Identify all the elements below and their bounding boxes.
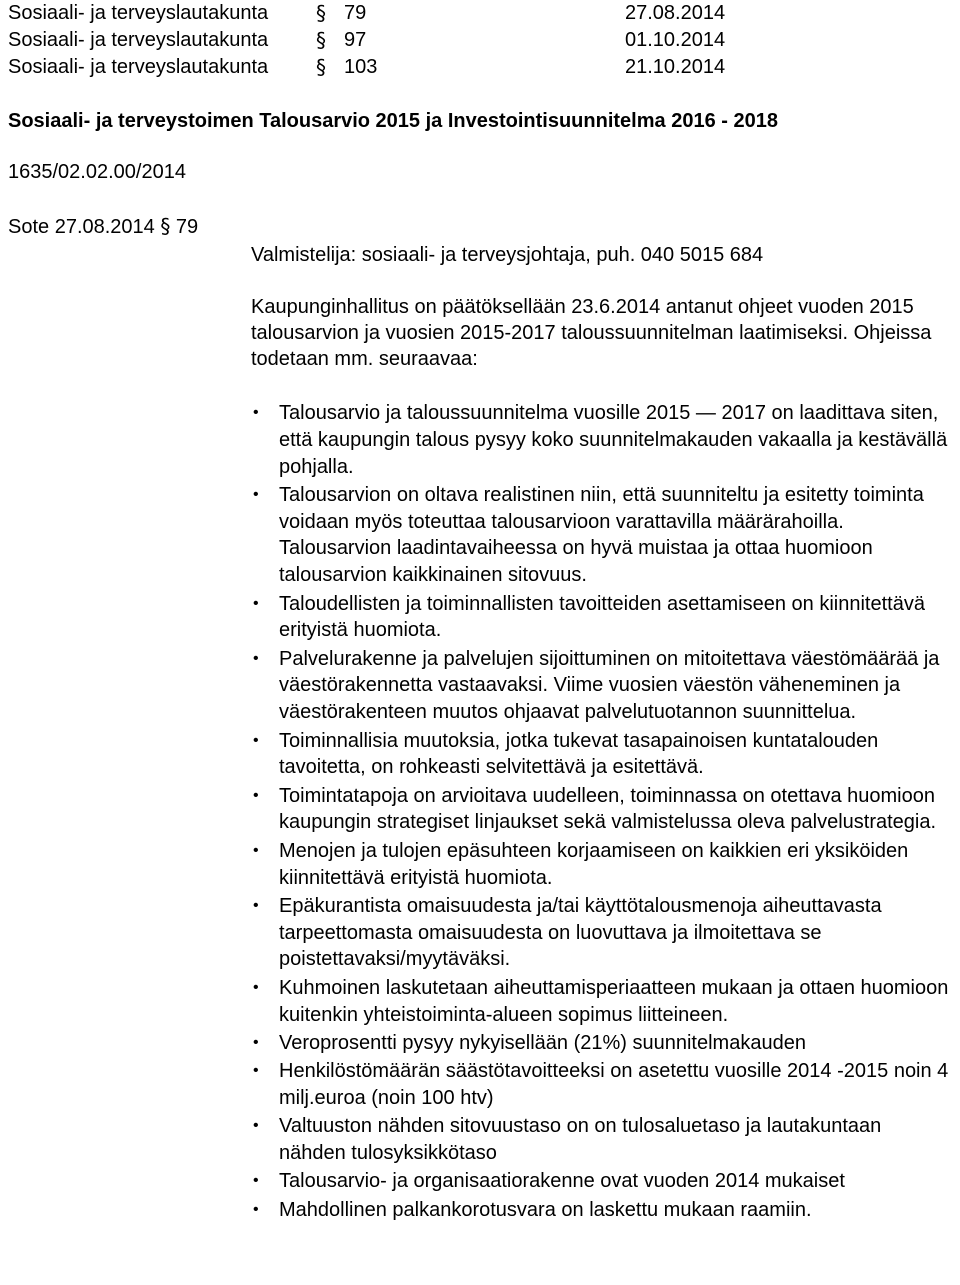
section-number: 79 — [344, 2, 367, 24]
meeting-date: 01.10.2014 — [625, 29, 726, 51]
list-item: • Palvelurakenne ja palvelujen sijoittuminen on mitoitettava väestömäärää ja väestörakennetta vastaavaksi. Viime vuosien väestön väheneminen ja väestörakenteen muutos ohjaavat palvelutuotannon suunnittelua. — [251, 646, 953, 726]
list-item: • Talousarvio ja taloussuunnitelma vuosille 2015 — 2017 on laadittava siten, että kaupungin talous pysyy koko suunnitelmakauden vakaalla ja kestävällä pohjalla. — [251, 400, 953, 480]
sote-line — [8, 213, 198, 240]
reference-number: 1635/02.02.00/2014 — [8, 161, 186, 183]
list-item: • Talousarvio- ja organisaatiorakenne ovat vuoden 2014 mukaiset — [251, 1168, 953, 1195]
list-item: • Taloudellisten ja toiminnallisten tavoitteiden asettamiseen on kiinnitettävä erityistä huomiota. — [251, 591, 953, 645]
list-item: • Veroprosentti pysyy nykyisellään (21%) suunnitelmakauden — [251, 1030, 953, 1057]
list-item: • Menojen ja tulojen epäsuhteen korjaamiseen on kaikkien eri yksiköiden kiinnitettävä erityistä huomiota. — [251, 838, 953, 892]
sote-label: Sote 27.08.2014 — [8, 216, 155, 238]
sote-number: 79 — [175, 216, 199, 238]
section-sign-icon: § — [160, 214, 171, 238]
list-item: • Valtuuston nähden sitovuustaso on on tulosaluetaso ja lautakuntaan nähden tulosyksikkötaso — [251, 1113, 953, 1167]
list-item: • Epäkurantista omaisuudesta ja/tai käyttötalousmenoja aiheuttavasta tarpeettomasta omaisuudesta on luovuttava ja ilmoitettava se poistettavaksi/myytäväksi. — [251, 893, 953, 973]
list-item: • Kuhmoinen laskutetaan aiheuttamisperiaatteen mukaan ja ottaen huomioon kuitenkin yhteistoiminta-alueen sopimus liitteineen. — [251, 975, 953, 1029]
list-item: • Toiminnallisia muutoksia, jotka tukevat tasapainoisen kuntatalouden tavoitetta, on rohkeasti selvitettävä ja esitettävä. — [251, 728, 953, 782]
meeting-date: 27.08.2014 — [625, 2, 726, 24]
guideline-list — [251, 400, 953, 1225]
committee-name: Sosiaali- ja terveyslautakunta — [8, 29, 269, 51]
preparer-line: Valmistelija: sosiaali- ja terveysjohtaja, puh. 040 5015 684 — [251, 244, 764, 266]
meeting-date: 21.10.2014 — [625, 56, 726, 78]
committee-name: Sosiaali- ja terveyslautakunta — [8, 56, 269, 78]
list-item: • Mahdollinen palkankorotusvara on laskettu mukaan raamiin. — [251, 1197, 953, 1224]
section-sign-icon: § — [316, 55, 326, 79]
document-title: Sosiaali- ja terveystoimen Talousarvio 2015 ja Investointisuunnitelma 2016 - 2018 — [8, 110, 778, 132]
intro-paragraph: Kaupunginhallitus on päätöksellään 23.6.2014 antanut ohjeet vuoden 2015 talousarvion ja vuosien 2015-2017 taloussuunnitelman laatimiseksi. Ohjeissa todetaan mm. seuraavaa: — [251, 296, 932, 370]
section-number: 103 — [344, 56, 378, 78]
committee-name: Sosiaali- ja terveyslautakunta — [8, 2, 269, 24]
section-sign-icon: § — [316, 1, 326, 25]
list-item: • Talousarvion on oltava realistinen niin, että suunniteltu ja esitetty toiminta voidaan myös toteuttaa talousarvioon varattavilla määrärahoilla. Talousarvion laadintavaiheessa on hyvä muistaa ja ottaa huomioon talousarvion kaikkinainen sitovuus. — [251, 482, 953, 589]
section-number: 97 — [344, 29, 367, 51]
list-item: • Toimintatapoja on arvioitava uudelleen, toiminnassa on otettava huomioon kaupungin strategiset linjaukset sekä valmistelussa oleva palvelustrategia. — [251, 783, 953, 837]
section-sign-icon: § — [316, 28, 326, 52]
list-item: • Henkilöstömäärän säästötavoitteeksi on asetettu vuosille 2014 -2015 noin 4 milj.euroa (noin 100 htv) — [251, 1058, 953, 1112]
